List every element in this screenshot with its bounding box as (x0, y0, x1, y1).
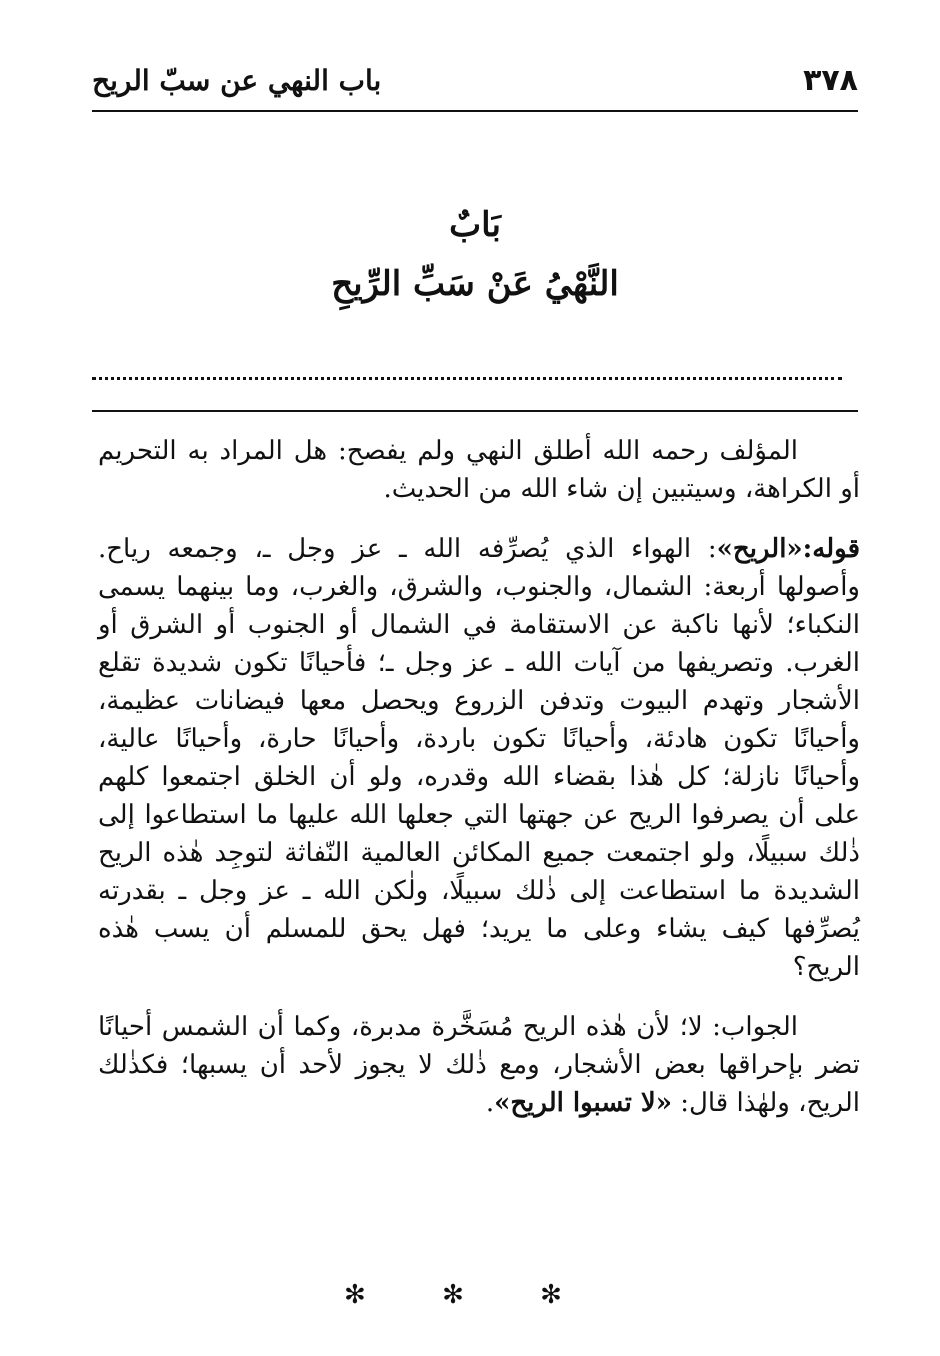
paragraph-answer (98, 1008, 860, 1122)
chapter-title: النَّهْيُ عَنْ سَبِّ الرِّيحِ (331, 264, 619, 304)
quoted-term: «الريح» (716, 534, 803, 564)
lead-word: قوله: (802, 534, 860, 564)
section-separator: ✻ ✻ ✻ (344, 1280, 596, 1310)
header-rule (92, 110, 858, 112)
page-number: ٣٧٨ (803, 62, 858, 98)
chapter-heading (92, 196, 858, 314)
section-rule (92, 410, 858, 412)
paragraph-wind-definition (98, 530, 860, 986)
answer-end: . (485, 1088, 495, 1118)
running-title: باب النهي عن سبّ الريح (92, 63, 382, 97)
page-header (92, 56, 858, 104)
hadith-quote: «لا تسبوا الريح» (494, 1088, 672, 1118)
paragraph-intro: المؤلف رحمه الله أطلق النهي ولم يفصح: هل المراد به التحريم أو الكراهة، وسيتبين إن شاء الله من الحديث. (98, 436, 860, 504)
dotted-divider (92, 377, 842, 380)
chapter-label: بَابٌ (449, 205, 501, 245)
paragraph-body: : الهواء الذي يُصرِّفه الله ـ عز وجل ـ، وجمعه رياح. وأصولها أربعة: الشمال، والجنوب، والشرق، والغرب، وما بينهما يسمى النكباء؛ لأنها ناكبة عن الاستقامة في الشمال أو الجنوب أو الشرق أو الغرب. وتصريفها من آيات الله ـ عز وجل ـ؛ فأحيانًا تكون شديدة تقلع الأشجار وتهدم البيوت وتدفن الزروع ويحصل معها فيضانات عظيمة، وأحيانًا تكون هادئة، وأحيانًا تكون باردة، وأحيانًا حارة، وأحيانًا عالية، وأحيانًا نازلة؛ كل هٰذا بقضاء الله وقدره، ولو أن الخلق اجتمعوا كلهم على أن يصرفوا الريح عن جهتها التي جعلها الله عليها ما استطاعوا إلى ذٰلك سبيلًا، ولو اجتمعت جميع المكائن العالمية النّفاثة لتوجِد هٰذه الريح الشديدة ما استطاعت إلى ذٰلك سبيلًا، ولٰكن الله ـ عز وجل ـ بقدرته يُصرِّفها كيف يشاء وعلى ما يريد؛ فهل يحق للمسلم أن يسب هٰذه الريح؟ (98, 534, 860, 982)
commentary-text (98, 432, 860, 1122)
answer-body: الجواب: لا؛ لأن هٰذه الريح مُسَخَّرة مدبرة، وكما أن الشمس أحيانًا تضر بإحراقها بعض الأشجار، ومع ذٰلك لا يجوز لأحد أن يسبها؛ فكذٰلك الريح، ولهٰذا قال: (98, 1012, 860, 1118)
